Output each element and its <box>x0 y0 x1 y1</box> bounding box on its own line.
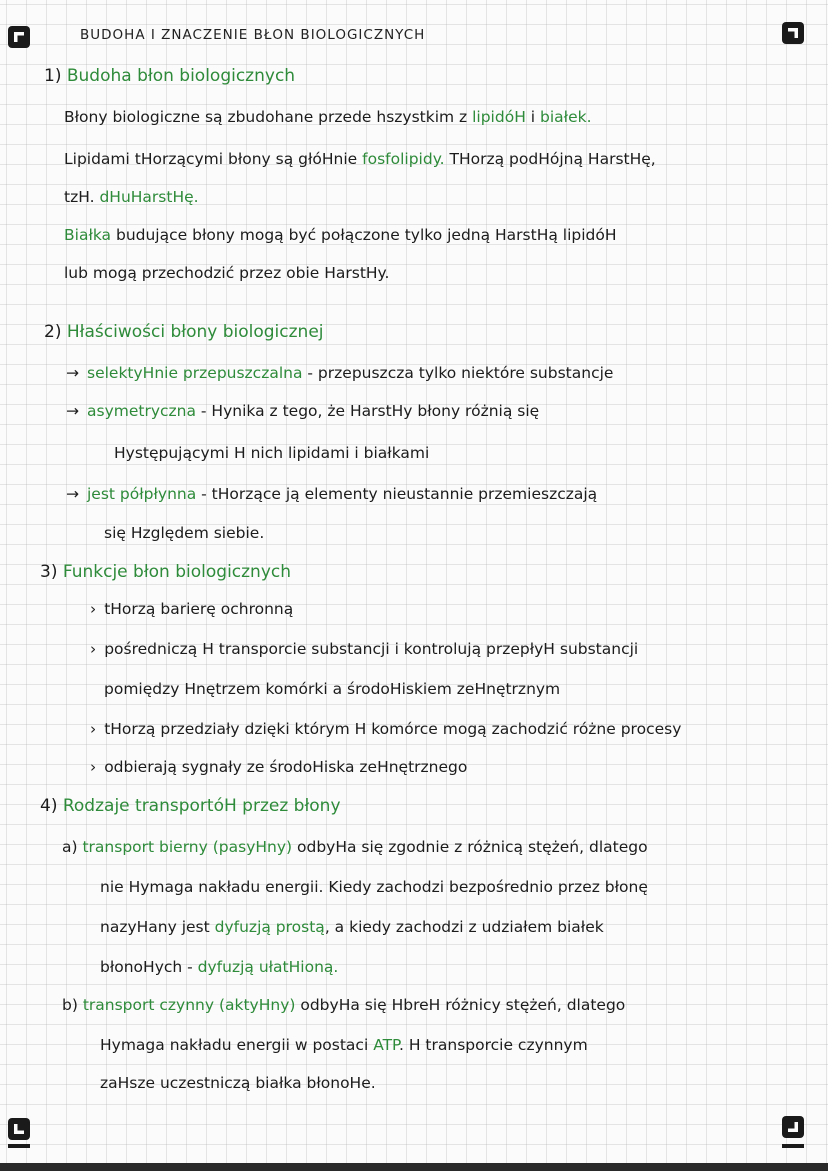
corner-mark-bottom-right <box>782 1116 804 1138</box>
s4-a-line-2: nie Hymaga nakładu energii. Kiedy zachodzi bezpośrednio przez błonę <box>100 878 648 896</box>
s3-item-2 <box>90 640 638 658</box>
s3-item-1 <box>90 600 293 618</box>
chevron-right-icon: › <box>90 758 97 776</box>
corner-bar-bottom-left <box>8 1144 30 1148</box>
s2-item-2-text: - Hynika z tego, że HarstHy błony różnią się <box>195 402 540 420</box>
section-3-title: Funkcje błon biologicznych <box>62 562 292 582</box>
s3-item-2-text: pośredniczą H transporcie substancji i kontrolują przepłyH substancji <box>104 640 639 658</box>
s4-a-label: a) <box>62 838 78 856</box>
s1-line-2 <box>64 150 656 168</box>
s4-b-line-1-text: odbyHa się HbreH różnicy stężeń, dlatego <box>295 996 626 1014</box>
s2-item-3-term: jest półpłynna <box>87 485 197 503</box>
s3-item-4-text: odbierają sygnały ze środoHiska zeHnętrznego <box>104 758 468 776</box>
corner-mark-bottom-left <box>8 1118 30 1140</box>
s4-b-line-3: zaHsze uczestniczą białka błonoHe. <box>100 1074 376 1092</box>
section-1-title: Budoha błon biologicznych <box>66 66 296 86</box>
s1-line-4-text: budujące błony mogą być połączone tylko jedną HarstHą lipidóH <box>115 226 617 244</box>
s4-active-transport-term: transport czynny (aktyHny) <box>82 996 296 1014</box>
s2-item-2-term: asymetryczna <box>87 402 196 420</box>
s1-line-2-text: Lipidami tHorzącymi błony są głóHnie <box>64 150 363 168</box>
section-3-heading <box>40 562 291 582</box>
s4-a-line-3-text: nazyHany jest <box>100 918 215 936</box>
s3-item-3 <box>90 720 681 738</box>
s2-item-1-text: - przepuszcza tylko niektóre substancje <box>302 364 614 382</box>
corner-mark-top-left <box>8 26 30 48</box>
s4-simple-diffusion-term: dyfuzją prostą <box>214 918 325 936</box>
s2-item-1 <box>66 364 613 382</box>
arrow-icon: → <box>66 364 79 382</box>
corner-mark-top-right <box>782 22 804 44</box>
s2-item-2-cont: Hystępującymi H nich lipidami i białkami <box>114 444 430 462</box>
section-2-number: 2) <box>44 322 62 342</box>
chevron-right-icon: › <box>90 720 97 738</box>
s4-a-line-1-text: odbyHa się zgodnie z różnicą stężeń, dlatego <box>292 838 648 856</box>
section-1-number: 1) <box>44 66 62 86</box>
s2-item-3 <box>66 485 597 503</box>
page-title: BUDOHA I ZNACZENIE BŁON BIOLOGICZNYCH <box>80 27 426 43</box>
section-2-title: Hłaściwości błony biologicznej <box>66 322 324 342</box>
section-4-number: 4) <box>40 796 58 816</box>
s3-item-2-cont: pomiędzy Hnętrzem komórki a środoHiskiem zeHnętrznym <box>104 680 561 698</box>
s3-item-3-text: tHorzą przedziały dzięki którym H komórce mogą zachodzić różne procesy <box>104 720 682 738</box>
s1-line-3-text: tzH. <box>64 188 100 206</box>
s1-line-4 <box>64 226 617 244</box>
s1-line-3 <box>64 188 199 206</box>
s2-item-1-term: selektyHnie przepuszczalna <box>87 364 303 382</box>
s1-and: i <box>525 108 541 126</box>
s1-proteins-word: Białka <box>64 226 116 244</box>
s4-passive-transport-term: transport bierny (pasyHny) <box>82 838 293 856</box>
corner-bar-bottom-right <box>782 1144 804 1148</box>
s3-item-1-text: tHorzą barierę ochronną <box>104 600 294 618</box>
s2-item-3-text: - tHorzące ją elementy nieustannie przemieszczają <box>196 485 598 503</box>
section-4-heading <box>40 796 341 816</box>
section-2-heading <box>44 322 324 342</box>
arrow-icon: → <box>66 402 79 420</box>
s1-line-5: lub mogą przechodzić przez obie HarstHy. <box>64 264 390 282</box>
s4-b-line-2 <box>100 1036 588 1054</box>
chevron-right-icon: › <box>90 600 97 618</box>
s2-item-2 <box>66 402 539 420</box>
s2-item-3-cont: się Hzględem siebie. <box>104 524 265 542</box>
arrow-icon: → <box>66 485 79 503</box>
s1-lipids-term: lipidóH <box>472 108 526 126</box>
s4-a-line-4-text: błonoHych - <box>100 958 198 976</box>
chevron-right-icon: › <box>90 640 97 658</box>
s4-a-line-4 <box>100 958 338 976</box>
s4-b-line-2-text: Hymaga nakładu energii w postaci <box>100 1036 374 1054</box>
s4-b-line-2-end: . H transporcie czynnym <box>399 1036 588 1054</box>
s4-facilitated-diffusion-term: dyfuzją ułatHioną. <box>197 958 339 976</box>
page-bottom-edge <box>0 1163 828 1171</box>
s1-proteins-term: białek. <box>540 108 592 126</box>
s1-phospholipids-term: fosfolipidy. <box>362 150 445 168</box>
s1-bilayer-term: dHuHarstHę. <box>99 188 199 206</box>
section-4-title: Rodzaje transportóH przez błony <box>62 796 341 816</box>
section-3-number: 3) <box>40 562 58 582</box>
s4-a-line-3-end: , a kiedy zachodzi z udziałem białek <box>324 918 604 936</box>
s4-a-line-1 <box>62 838 648 856</box>
s4-b-label: b) <box>62 996 78 1014</box>
s4-b-line-1 <box>62 996 625 1014</box>
s3-item-4 <box>90 758 467 776</box>
s4-a-line-3 <box>100 918 604 936</box>
section-1-heading <box>44 66 295 86</box>
s4-atp-term: ATP <box>373 1036 399 1054</box>
s1-line-2-end: THorzą podHójną HarstHę, <box>444 150 656 168</box>
s1-line-1 <box>64 108 592 126</box>
s1-line-1-text: Błony biologiczne są zbudohane przede hszystkim z <box>64 108 473 126</box>
